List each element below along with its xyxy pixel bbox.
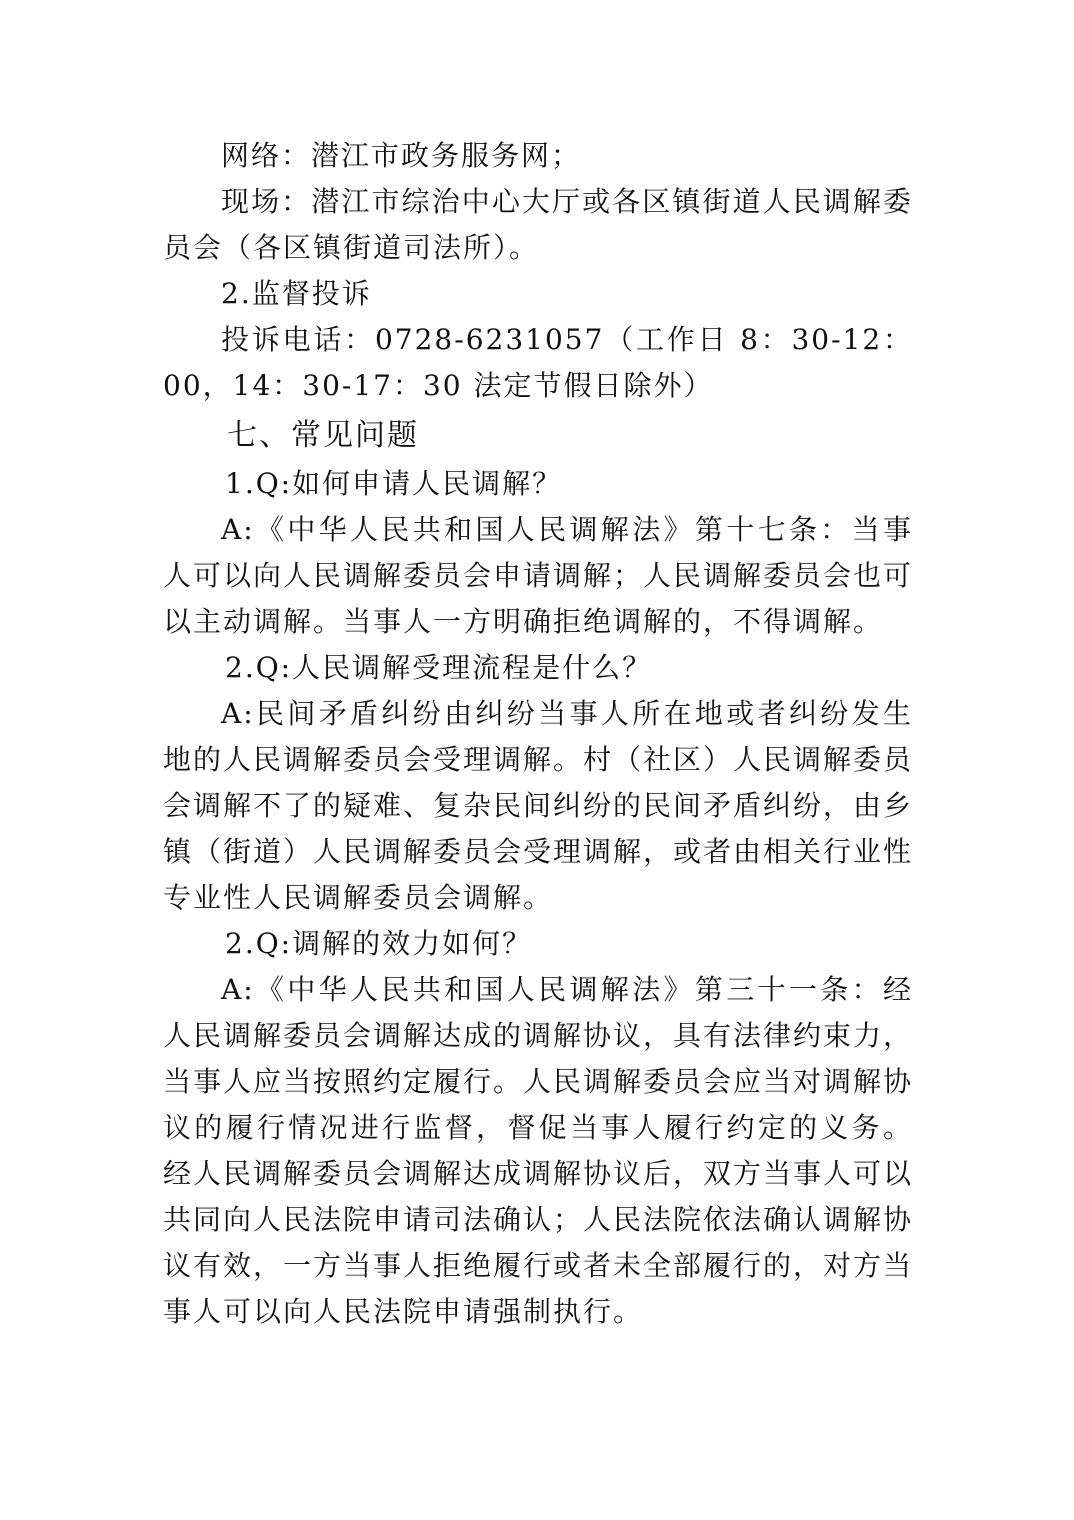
answer-1: A:《中华人民共和国人民调解法》第十七条：当事人可以向人民调解委员会申请调解；人民调解委员会也可以主动调解。当事人一方明确拒绝调解的，不得调解。 — [163, 513, 914, 638]
question-3: 2.Q:调解的效力如何？ — [225, 927, 533, 960]
question-2: 2.Q:人民调解受理流程是什么？ — [225, 651, 653, 684]
section-title: 七、常见问题 — [227, 418, 419, 453]
question-1: 1.Q:如何申请人民调解？ — [225, 467, 563, 500]
network-line: 网络：潜江市政务服务网； — [221, 139, 582, 172]
document-body — [163, 133, 913, 1335]
answer-2: A:民间矛盾纠纷由纠纷当事人所在地或者纠纷发生地的人民调解委员会受理调解。村（社区）人民调解委员会调解不了的疑难、复杂民间纠纷的民间矛盾纠纷，由乡镇（街道）人民调解委员会受理调解，或者由相关行业性专业性人民调解委员会调解。 — [163, 697, 914, 914]
onsite-line: 现场：潜江市综治中心大厅或各区镇街道人民调解委员会（各区镇街道司法所）。 — [163, 185, 913, 264]
complaint-line: 投诉电话：0728-6231057（工作日 8：30-12：00，14：30-17：30 法定节假日除外） — [163, 323, 913, 402]
subsection-title: 2.监督投诉 — [221, 277, 372, 310]
answer-3: A:《中华人民共和国人民调解法》第三十一条：经人民调解委员会调解达成的调解协议，具有法律约束力，当事人应当按照约定履行。人民调解委员会应当对调解协议的履行情况进行监督，督促当事人履行约定的义务。 经人民调解委员会调解达成调解协议后，双方当事人可以共同向人民法院申请司法确认；人民法院依法确认调解协议有效，一方当事人拒绝履行或者未全部履行的，对方当事人可以向人民法院申请强制执行。 — [163, 973, 914, 1328]
